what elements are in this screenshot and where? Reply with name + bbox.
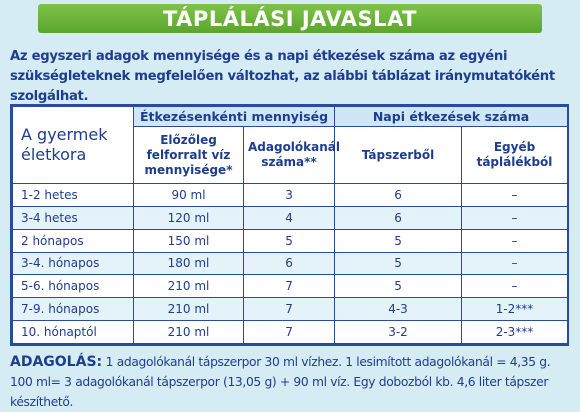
page-title: TÁPLÁLÁSI JAVASLAT xyxy=(162,6,418,31)
table-cell: 2-3*** xyxy=(462,321,568,344)
table-cell: – xyxy=(462,184,568,207)
age-header: A gyermek életkora xyxy=(13,107,134,184)
table-cell: 4 xyxy=(244,206,335,229)
table-cell: 5 xyxy=(335,275,462,298)
table-cell: – xyxy=(462,206,568,229)
table-row xyxy=(13,298,568,321)
group-header-per-meal: Étkezésenkénti mennyiség xyxy=(134,107,335,127)
dosage-text-1: 1 adagolókanál tápszerpor 30 ml vízhez. 1 lesimított adagolókanál = 4,35 g. xyxy=(102,355,551,369)
table-cell: 7 xyxy=(244,275,335,298)
table-cell: 7-9. hónapos xyxy=(13,298,134,321)
col-header-formula: Tápszerből xyxy=(335,127,462,184)
table-row xyxy=(13,229,568,252)
table-cell: 1-2*** xyxy=(462,298,568,321)
table-cell: 6 xyxy=(335,206,462,229)
table-cell: 5 xyxy=(244,229,335,252)
dosage-note xyxy=(10,352,578,412)
table-cell: 1-2 hetes xyxy=(13,184,134,207)
dosage-line-1 xyxy=(10,352,578,372)
table-cell: 150 ml xyxy=(134,229,244,252)
table-cell: 180 ml xyxy=(134,252,244,275)
intro-text: Az egyszeri adagok mennyisége és a napi étkezések száma az egyéni szükségleteknek megfelelően változhat, az alábbi táblázat iránymutatóként szolgálhat. xyxy=(10,49,555,104)
feeding-table-frame xyxy=(10,104,569,346)
title-banner xyxy=(38,4,542,33)
table-cell: 3-2 xyxy=(335,321,462,344)
table-cell: 3-4 hetes xyxy=(13,206,134,229)
table-cell: 7 xyxy=(244,321,335,344)
table-cell: 5-6. hónapos xyxy=(13,275,134,298)
group-header-daily-meals: Napi étkezések száma xyxy=(335,107,568,127)
table-cell: 6 xyxy=(244,252,335,275)
col-header-scoops: Adagolókanál száma** xyxy=(244,127,335,184)
table-cell: – xyxy=(462,229,568,252)
table-cell: 2 hónapos xyxy=(13,229,134,252)
table-cell: 90 ml xyxy=(134,184,244,207)
table-cell: 6 xyxy=(335,184,462,207)
table-row xyxy=(13,252,568,275)
col-header-other-food: Egyéb táplálékból xyxy=(462,127,568,184)
table-cell: 10. hónaptól xyxy=(13,321,134,344)
table-cell: 5 xyxy=(335,252,462,275)
table-row xyxy=(13,184,568,207)
table-cell: 210 ml xyxy=(134,321,244,344)
dosage-line-2: 100 ml= 3 adagolókanál tápszerpor (13,05 g) + 90 ml víz. Egy dobozból kb. 4,6 liter tápszer készíthető. xyxy=(10,375,549,409)
table-cell: 210 ml xyxy=(134,275,244,298)
table-row xyxy=(13,275,568,298)
table-cell: 4-3 xyxy=(335,298,462,321)
table-cell: 7 xyxy=(244,298,335,321)
table-body xyxy=(13,184,568,344)
table-cell: 120 ml xyxy=(134,206,244,229)
table-cell: 210 ml xyxy=(134,298,244,321)
table-cell: – xyxy=(462,252,568,275)
table-row xyxy=(13,321,568,344)
table-cell: 3-4. hónapos xyxy=(13,252,134,275)
table-cell: 3 xyxy=(244,184,335,207)
table-row xyxy=(13,206,568,229)
table-cell: – xyxy=(462,275,568,298)
col-header-water: Előzőleg felforralt víz mennyisége* xyxy=(134,127,244,184)
table-cell: 5 xyxy=(335,229,462,252)
feeding-table xyxy=(12,106,568,344)
dosage-label: ADAGOLÁS: xyxy=(10,354,103,370)
